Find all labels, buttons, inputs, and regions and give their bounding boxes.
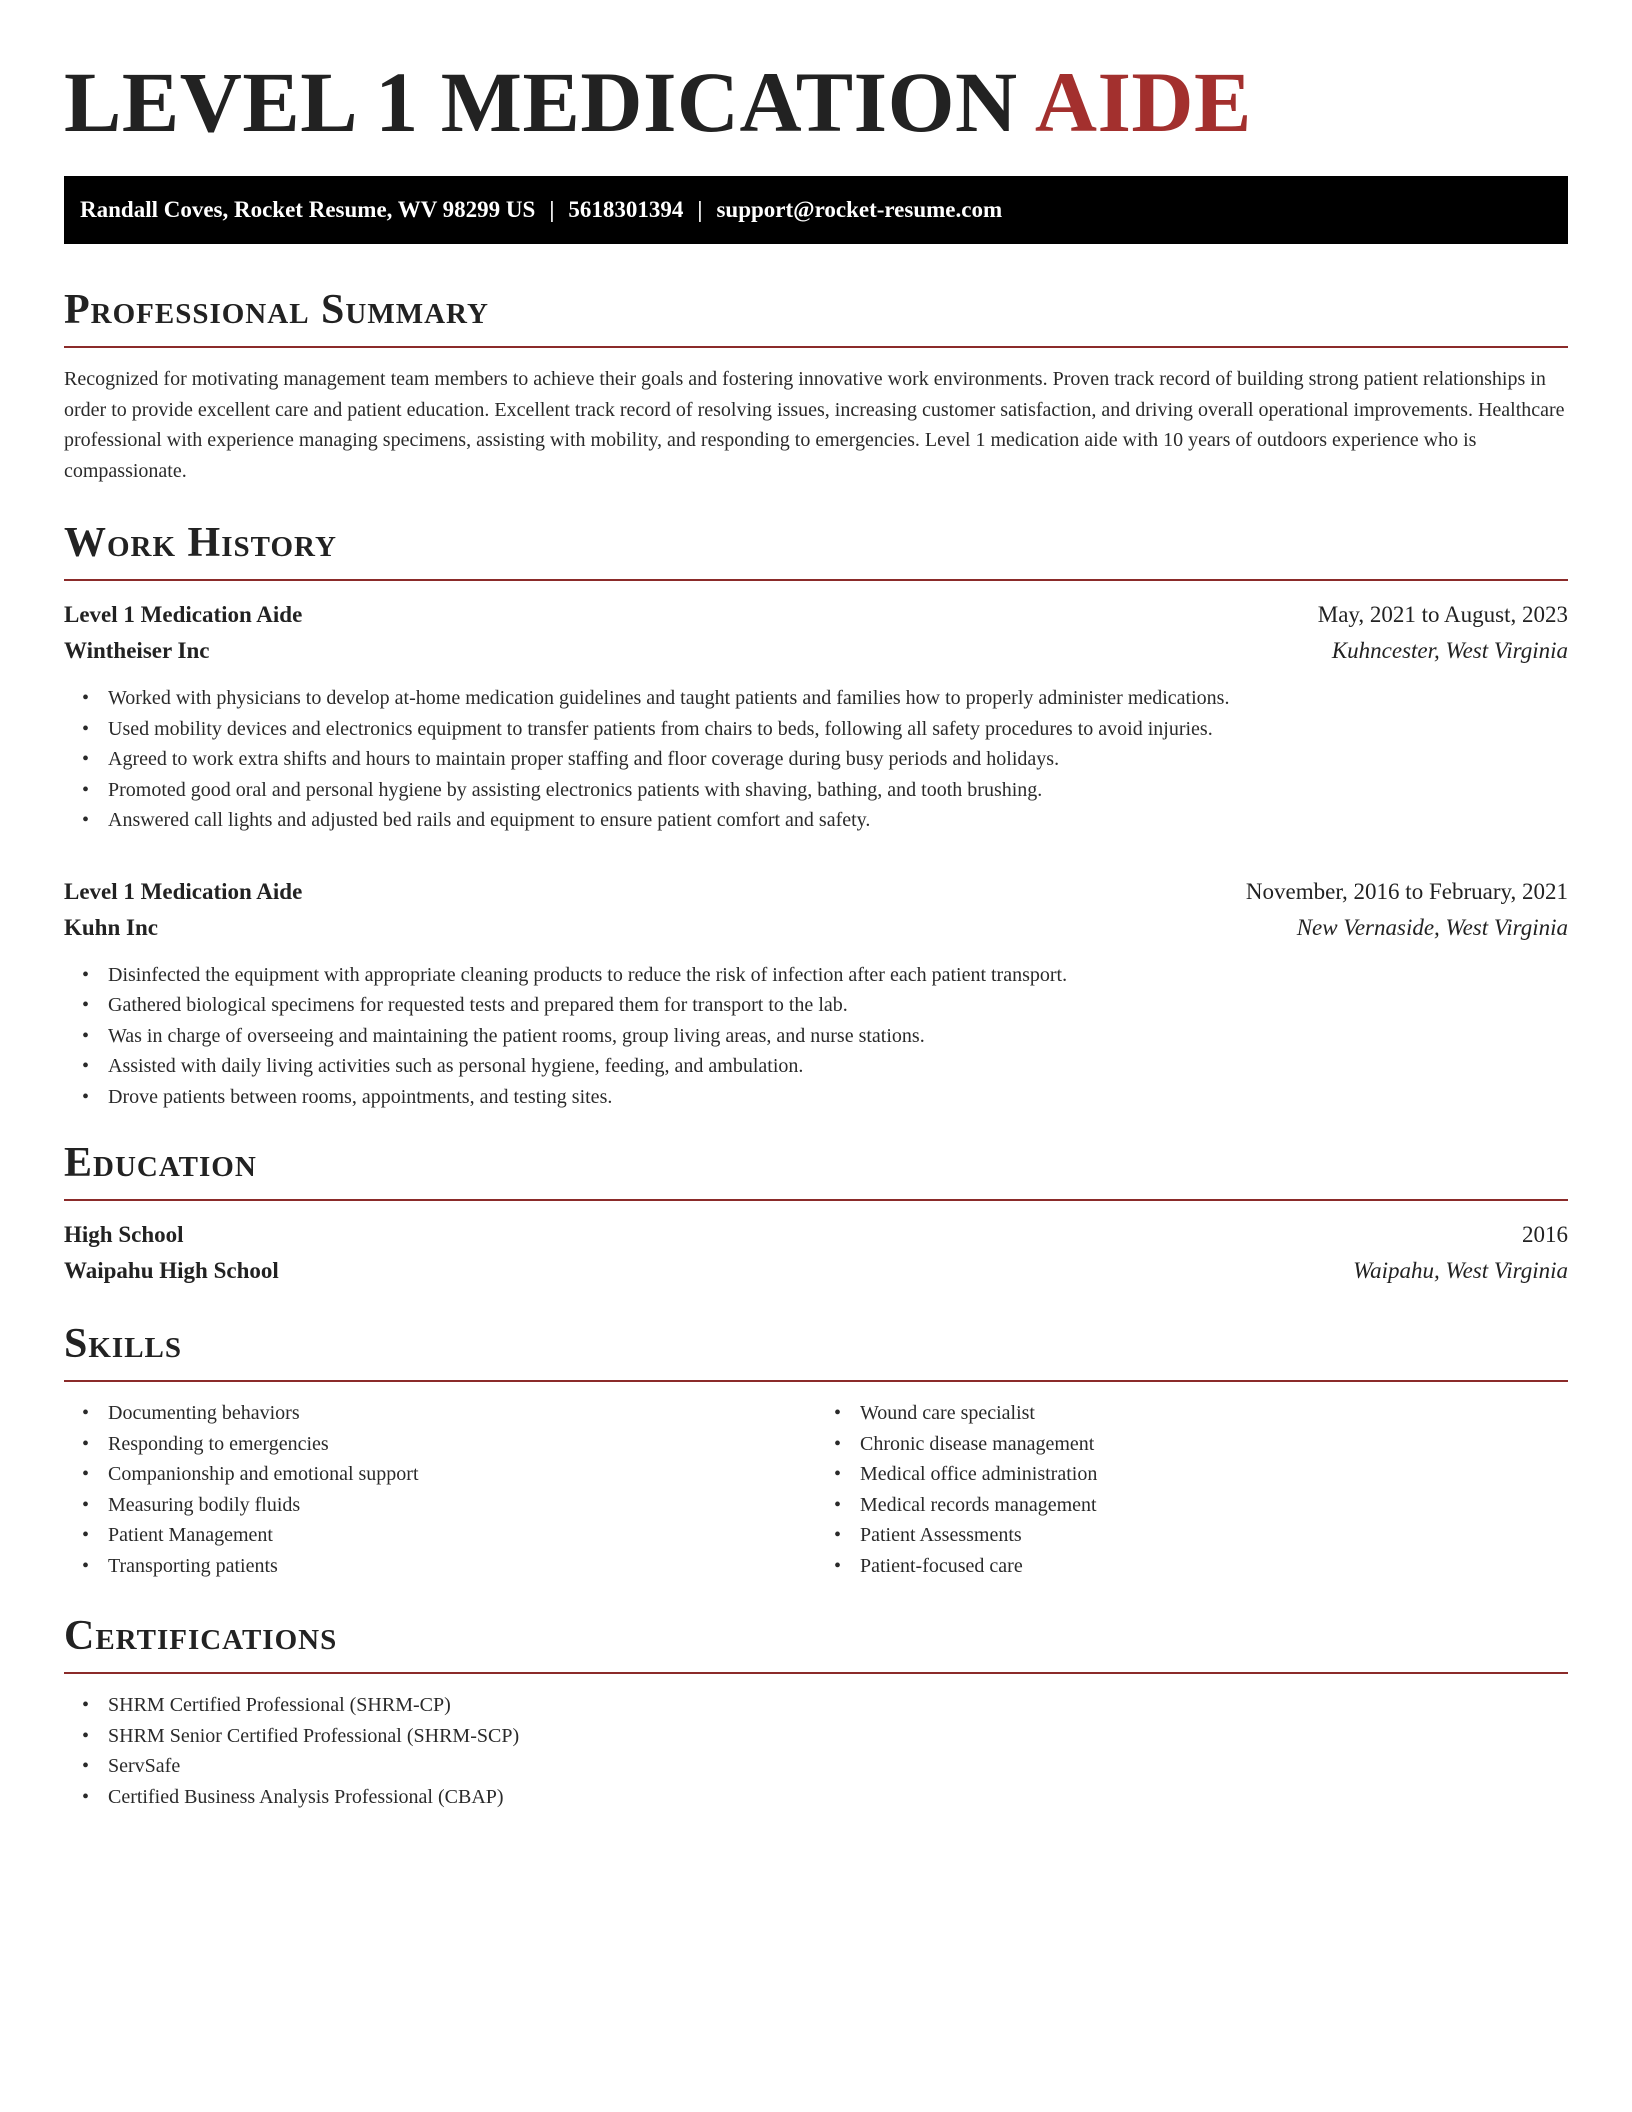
contact-phone[interactable]: 5618301394	[568, 197, 684, 222]
job-company-row	[64, 633, 1568, 669]
job-entry	[64, 597, 1568, 836]
job-location: Kuhncester, West Virginia	[1331, 638, 1568, 663]
job-bullet: • Gathered biological specimens for requested tests and prepared them for transport to the lab.	[108, 990, 1568, 1021]
skill-item: • Documenting behaviors	[108, 1398, 816, 1429]
job-bullet: • Drove patients between rooms, appointments, and testing sites.	[108, 1082, 1568, 1113]
skill-item: • Companionship and emotional support	[108, 1459, 816, 1490]
certifications-list	[64, 1690, 1568, 1812]
education-heading: Education	[64, 1137, 1568, 1201]
job-title: Level 1 Medication Aide	[64, 602, 303, 627]
job-bullet-list	[64, 960, 1568, 1113]
skills-section	[64, 1318, 1568, 1581]
education-entry	[64, 1217, 1568, 1289]
certification-item: • SHRM Senior Certified Professional (SHRM-SCP)	[108, 1721, 1568, 1752]
certification-item: • Certified Business Analysis Professional (CBAP)	[108, 1782, 1568, 1813]
skill-item: • Wound care specialist	[860, 1398, 1568, 1429]
job-bullet: • Answered call lights and adjusted bed rails and equipment to ensure patient comfort and safety.	[108, 805, 1568, 836]
summary-text: Recognized for motivating management team members to achieve their goals and fostering innovative work environments. Proven track record of building strong patient relationships in order to provide excellent care and patient education. Excellent track record of resolving issues, increasing customer satisfaction, and driving overall operational improvements. Healthcare professional with experience managing specimens, assisting with mobility, and responding to emergencies. Level 1 medication aide with 10 years of outdoors experience who is compassionate.	[64, 368, 1565, 482]
contact-separator: |	[697, 197, 703, 222]
certifications-heading: Certifications	[64, 1610, 1568, 1674]
skill-item: • Patient Management	[108, 1520, 816, 1551]
skill-item: • Medical office administration	[860, 1459, 1568, 1490]
title-accent: AIDE	[1034, 54, 1252, 150]
job-title: Level 1 Medication Aide	[64, 878, 303, 904]
skill-item: • Chronic disease management	[860, 1429, 1568, 1460]
skill-item: • Responding to emergencies	[108, 1429, 816, 1460]
job-company: Kuhn Inc	[64, 914, 158, 940]
education-school-row	[64, 1253, 1568, 1289]
title-main: LEVEL 1 MEDICATION	[64, 54, 1018, 150]
job-bullet: • Assisted with daily living activities such as personal hygiene, feeding, and ambulation.	[108, 1051, 1568, 1082]
skill-item: • Patient Assessments	[860, 1520, 1568, 1551]
job-company: Wintheiser Inc	[64, 638, 210, 663]
skill-item: • Medical records management	[860, 1490, 1568, 1521]
job-header-row	[64, 597, 1568, 633]
contact-email[interactable]: support@rocket-resume.com	[716, 197, 1003, 222]
job-header-row	[64, 874, 1568, 910]
certification-item: • ServSafe	[108, 1751, 1568, 1782]
job-location: New Vernaside, West Virginia	[1296, 914, 1568, 940]
education-header-row	[64, 1217, 1568, 1253]
education-degree: High School	[64, 1222, 184, 1247]
certifications-section	[64, 1610, 1568, 1812]
job-company-row	[64, 910, 1568, 946]
resume-title	[64, 52, 1252, 152]
contact-separator: |	[549, 197, 555, 222]
job-bullet: • Used mobility devices and electronics equipment to transfer patients from chairs to beds, following all safety procedures to avoid injuries.	[108, 714, 1568, 745]
skill-item: • Patient-focused care	[860, 1551, 1568, 1582]
skill-item: • Measuring bodily fluids	[108, 1490, 816, 1521]
summary-section	[64, 284, 1568, 486]
job-entry	[64, 874, 1568, 1113]
job-bullet: • Worked with physicians to develop at-home medication guidelines and taught patients and families how to properly administer medications.	[108, 683, 1568, 714]
job-dates: May, 2021 to August, 2023	[1317, 602, 1568, 627]
work-history-heading: Work History	[64, 517, 1568, 581]
education-year: 2016	[1522, 1222, 1568, 1247]
job-dates: November, 2016 to February, 2021	[1245, 878, 1568, 904]
education-school: Waipahu High School	[64, 1258, 279, 1283]
job-bullet: • Was in charge of overseeing and maintaining the patient rooms, group living areas, and nurse stations.	[108, 1021, 1568, 1052]
contact-address: Randall Coves, Rocket Resume, WV 98299 US	[80, 197, 536, 222]
skills-heading: Skills	[64, 1318, 1568, 1382]
job-bullet-list	[64, 683, 1568, 836]
education-location: Waipahu, West Virginia	[1353, 1258, 1568, 1283]
contact-bar	[64, 176, 1568, 244]
skills-grid	[64, 1398, 1568, 1581]
work-history-section	[64, 517, 1568, 1112]
certification-item: • SHRM Certified Professional (SHRM-CP)	[108, 1690, 1568, 1721]
job-bullet: • Agreed to work extra shifts and hours to maintain proper staffing and floor coverage during busy periods and holidays.	[108, 744, 1568, 775]
skills-list-left	[64, 1398, 816, 1581]
job-bullet: • Disinfected the equipment with appropriate cleaning products to reduce the risk of infection after each patient transport.	[108, 960, 1568, 991]
skills-list-right	[816, 1398, 1568, 1581]
skill-item: • Transporting patients	[108, 1551, 816, 1582]
summary-heading: Professional Summary	[64, 284, 1568, 348]
job-bullet: • Promoted good oral and personal hygiene by assisting electronics patients with shaving, bathing, and tooth brushing.	[108, 775, 1568, 806]
education-section	[64, 1137, 1568, 1289]
